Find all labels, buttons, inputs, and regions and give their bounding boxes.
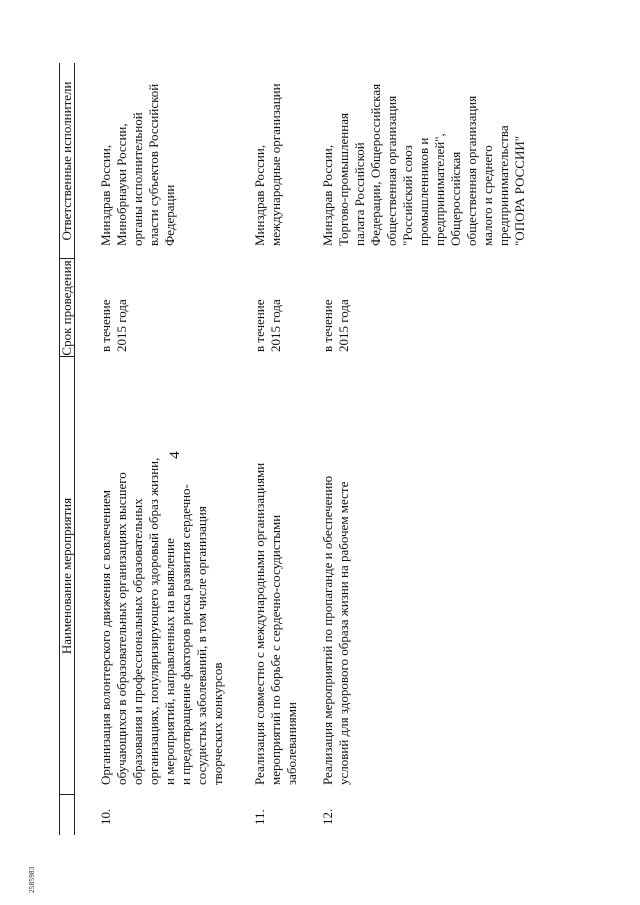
event-executors-line: промышленников и xyxy=(416,137,431,246)
event-name-line: и предотвращение факторов риска развития сердечно- xyxy=(178,484,193,785)
event-executors-line: международные организации xyxy=(268,83,283,246)
event-executors-line: Минобрнауки России, xyxy=(114,123,129,246)
event-deadline xyxy=(98,299,130,352)
event-deadline-line: в течение xyxy=(252,299,267,352)
event-deadline-line: 2015 года xyxy=(336,299,351,352)
event-name xyxy=(252,463,300,785)
event-name-line: образования и профессиональных образовательных xyxy=(130,498,145,785)
event-executors xyxy=(98,84,178,246)
event-name-line: условий для здорового образа жизни на рабочем месте xyxy=(336,481,351,785)
event-executors-line: власти субъектов Российской xyxy=(146,83,161,246)
event-name-line: Реализация совместно с международными организациями xyxy=(252,462,267,785)
event-name-line: творческих конкурсов xyxy=(210,662,225,785)
event-executors-line: Федерации xyxy=(162,184,177,246)
event-name-line: обучающихся в образовательных организациях высшего xyxy=(114,472,129,785)
event-executors xyxy=(252,83,284,246)
event-name-line: организациях, популяризирующего здоровый образ жизни, xyxy=(146,457,161,785)
row-number: 12. xyxy=(320,808,335,825)
event-deadline xyxy=(320,299,352,352)
table-header-rule xyxy=(74,63,75,835)
event-executors-line: общественная организация xyxy=(384,95,399,246)
event-name xyxy=(320,476,352,785)
event-executors-line: Минздрав России, xyxy=(98,144,113,246)
event-executors-line: предпринимателей", xyxy=(432,133,447,246)
row-number: 10. xyxy=(98,808,113,825)
event-deadline-line: 2015 года xyxy=(114,299,129,352)
header-executors: Ответственные исполнители xyxy=(59,81,74,241)
event-executors-line: Общероссийская xyxy=(448,151,463,246)
event-name-line: и мероприятий, направленных на выявление xyxy=(162,538,177,785)
event-executors-line: Федерации, Общероссийская xyxy=(368,83,383,246)
event-executors-line: Торгово-промышленная xyxy=(336,113,351,246)
event-executors-line: общественная организация xyxy=(464,95,479,246)
row-number: 11. xyxy=(252,809,267,825)
event-executors xyxy=(320,84,528,246)
document-code: 2585983 xyxy=(28,866,36,893)
event-name-line: Реализация мероприятий по пропаганде и обеспечению xyxy=(320,475,335,785)
event-executors-line: "ОПОРА РОССИИ" xyxy=(512,135,527,246)
event-deadline xyxy=(252,299,284,352)
event-executors-line: "Российский союз xyxy=(400,145,415,246)
header-name: Наименование мероприятия xyxy=(59,497,74,655)
event-name-line: заболеваниями xyxy=(284,702,299,785)
event-deadline-line: в течение xyxy=(98,299,113,352)
page-number: 4 xyxy=(167,451,183,459)
event-executors-line: Минздрав России, xyxy=(252,144,267,246)
event-deadline-line: в течение xyxy=(320,299,335,352)
event-deadline-line: 2015 года xyxy=(268,299,283,352)
event-name-line: мероприятий по борьбе с сердечно-сосудистыми xyxy=(268,514,283,785)
event-name-line: сосудистых заболеваний, в том числе организация xyxy=(194,506,209,785)
event-executors-line: палата Российской xyxy=(352,142,367,246)
event-name xyxy=(98,458,226,785)
event-executors-line: малого и среднего xyxy=(480,145,495,246)
event-executors-line: органы исполнительной xyxy=(130,112,145,246)
event-executors-line: Минздрав России, xyxy=(320,144,335,246)
event-name-line: Организация волонтерского движения с вовлечением xyxy=(98,489,113,785)
header-deadline: Срок проведения xyxy=(59,260,74,356)
event-executors-line: предпринимательства xyxy=(496,125,511,246)
